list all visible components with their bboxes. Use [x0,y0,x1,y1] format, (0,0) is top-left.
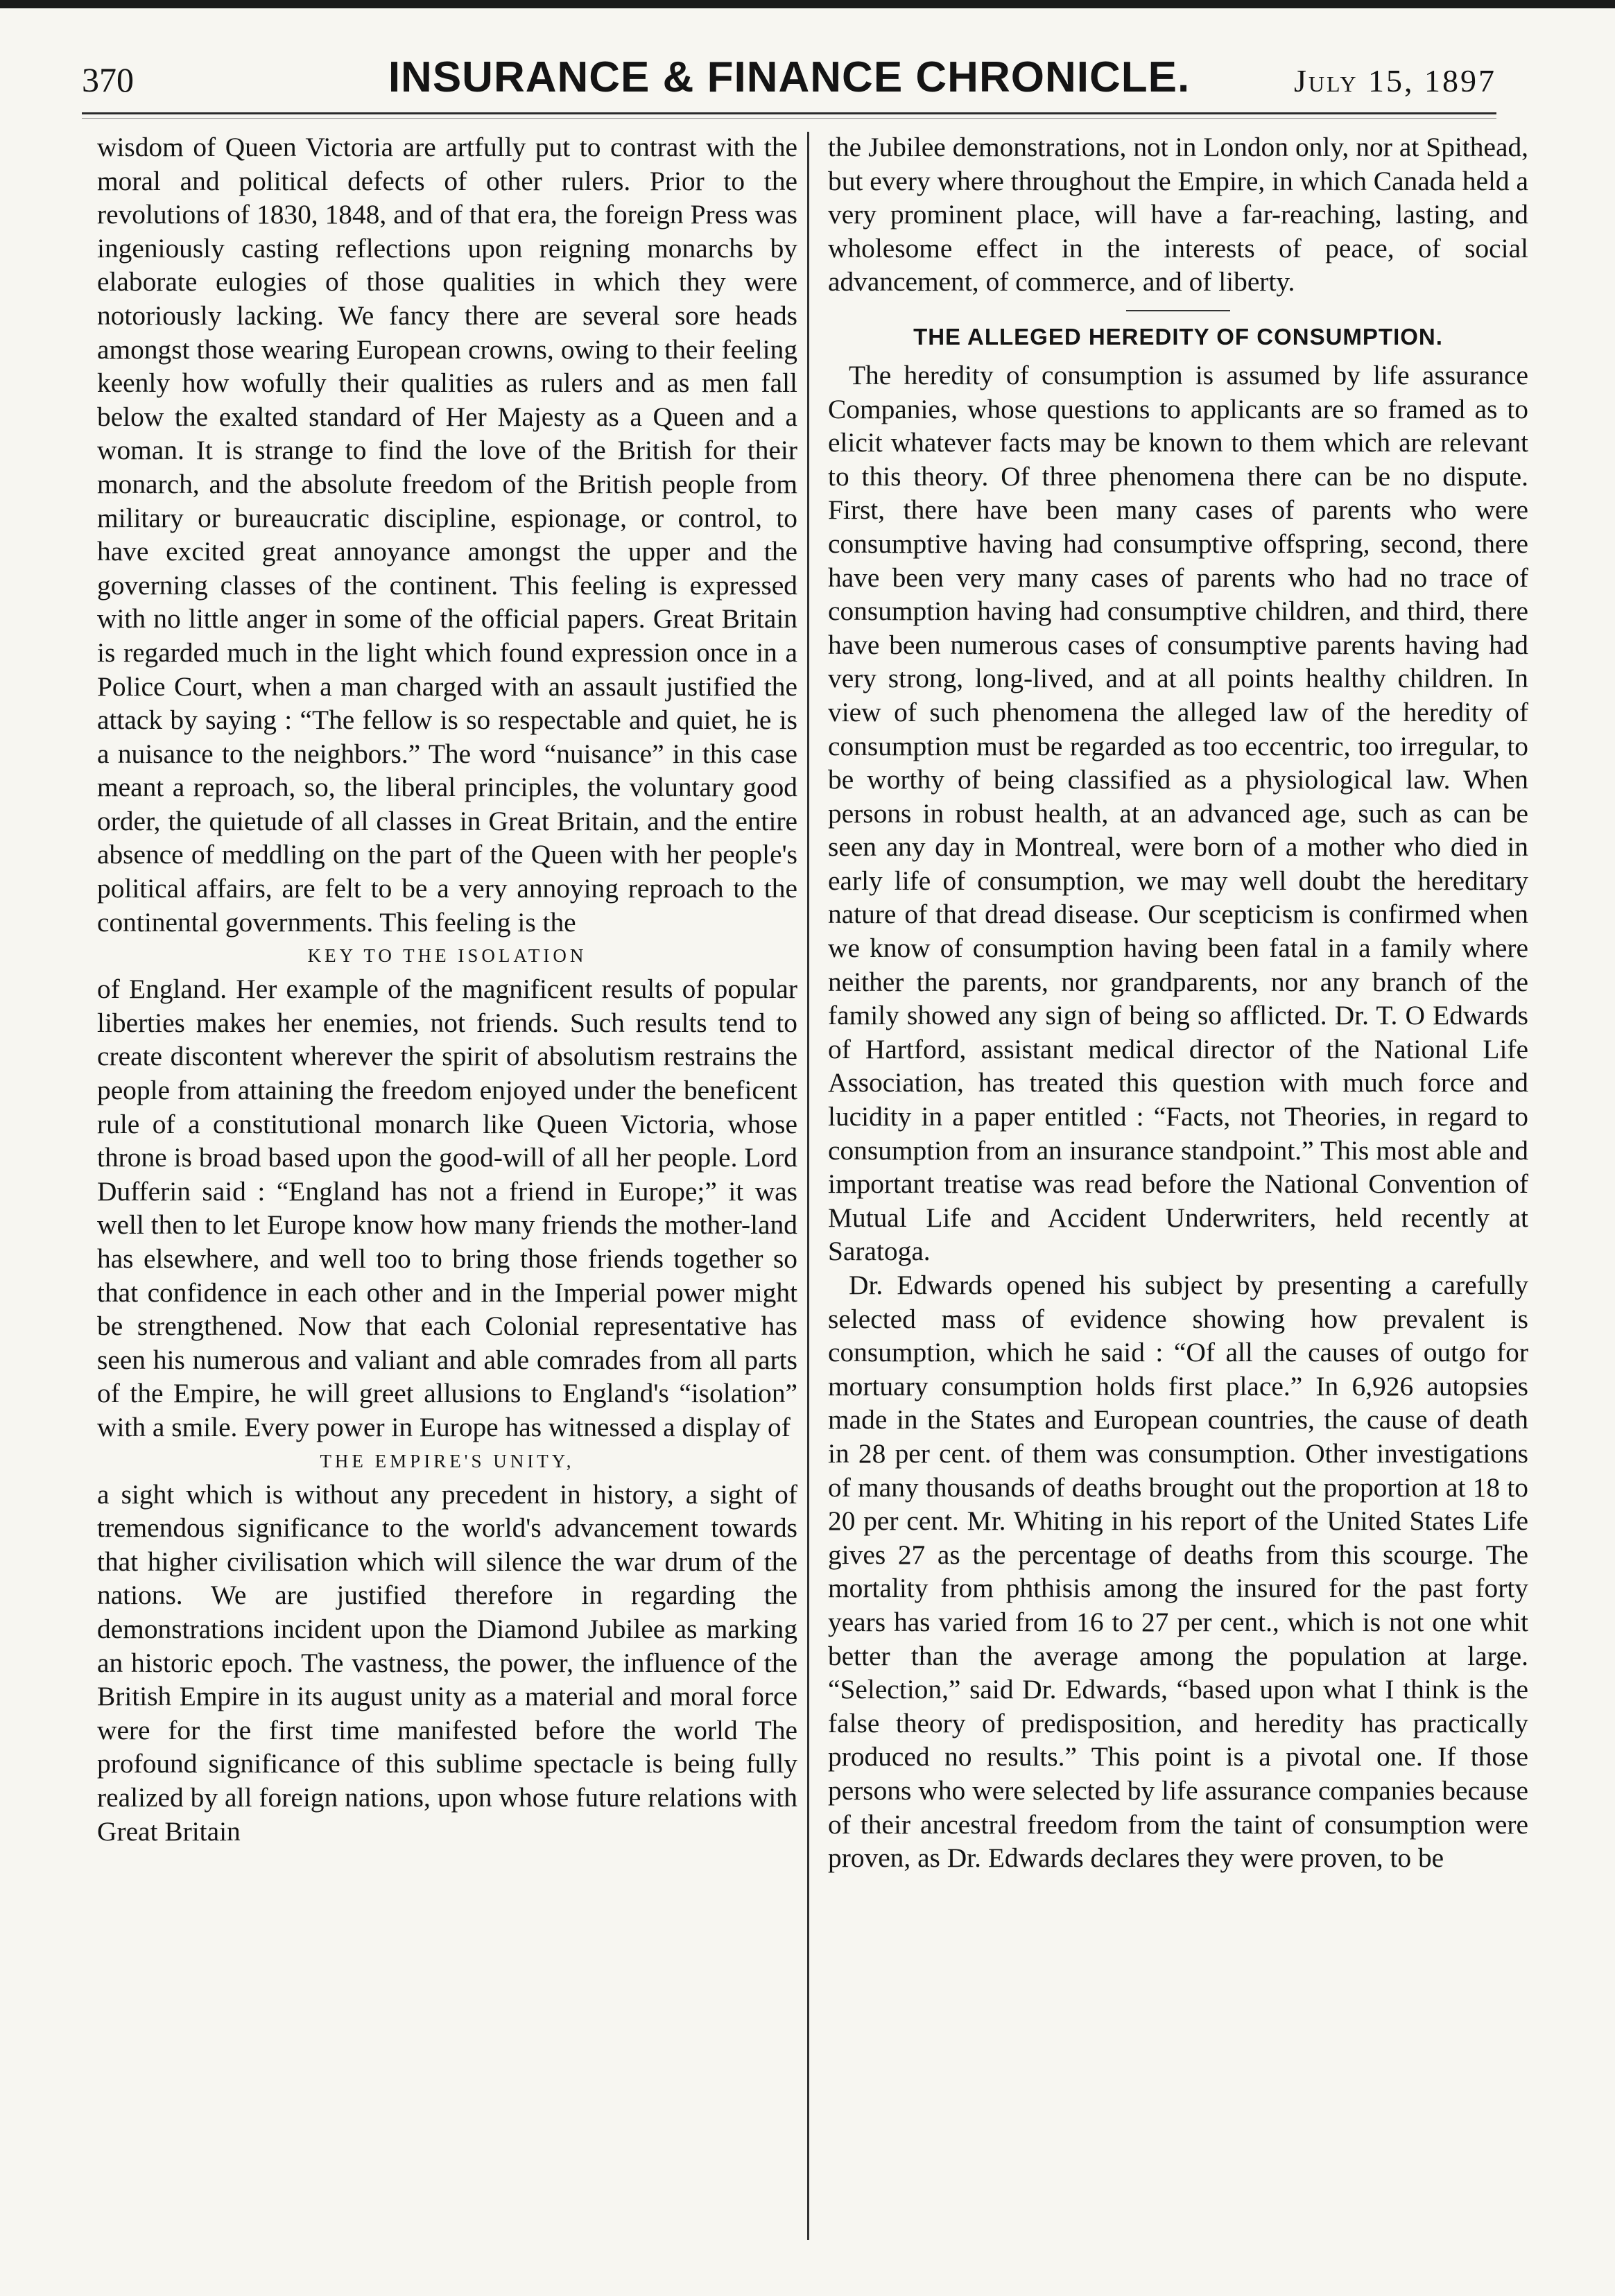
left-paragraph-1: wisdom of Queen Victoria are artfully put to contrast with the moral and political defects of other rulers. Prior to the revolutions of 1830, 1848, and of that era, the foreign Press was ingeniously casting reflections upon reigning monarchs by elaborate eulogies of those qualities in which they were notoriously lacking. We fancy there are several sore heads amongst those wearing European crowns, owing to their feeling keenly how wofully their qualities as rulers and as men fall below the exalted standard of Her Majesty as a Queen and a woman. It is strange to find the love of the British for their monarch, and the absolute freedom of the British people from military or bureaucratic discipline, espionage, or control, to have excited great annoyance amongst the upper and the governing classes of the continent. This feeling is expressed with no little anger in some of the official papers. Great Britain is regarded much in the light which found expression once in a Police Court, when a man charged with an assault justified the attack by saying : “The fellow is so respectable and quiet, he is a nuisance to the neighbors.” The word “nuisance” in this case meant a reproach, so, the liberal principles, the voluntary good order, the quietude of all classes in Great Britain, and the entire absence of meddling on the part of the Queen with her people's political affairs, are felt to be a very annoying reproach to the continental governments. This feeling is the [97,132,797,938]
left-column [97,130,797,1848]
subhead-key-to-isolation: KEY TO THE ISOLATION [307,945,587,967]
left-paragraph-2: of England. Her example of the magnificent results of popular liberties makes her enemies, not friends. Such results tend to create discontent wherever the spirit of absolutism restrains the people from attaining the freedom enjoyed under the beneficent rule of a constitutional monarch like Queen Victoria, whose throne is broad based upon the good-will of all her people. Lord Dufferin said : “England has not a friend in Europe;” it was well then to let Europe know how many friends the mother-land has elsewhere, and well too to bring those friends together so that confidence in each other and in the Imperial power might be strengthened. Now that each Colonial representative has seen his numerous and valiant and able comrades from all parts of the Empire, he will greet allusions to England's “isolation” with a smile. Every power in Europe has witnessed a display of [97,974,797,1442]
left-paragraph-3: a sight which is without any precedent in history, a sight of tremendous significance to the world's advancement towards that higher civilisation which will silence the war drum of the nations. We are justified therefore in regarding the demonstrations incident upon the Diamond Jubilee as marking an historic epoch. The vastness, the power, the influence of the British Empire in its august unity as a material and moral force were for the first time manifested before the world The profound significance of this sublime spectacle is being fully realized by all foreign nations, upon whose future relations with Great Britain [97,1478,797,1847]
column-divider [807,132,809,2240]
right-paragraph-3: Dr. Edwards opened his subject by presenting a carefully selected mass of evidence showing how prevalent is consumption, which he said : “Of all the causes of outgo for mortuary consumption holds first place.” In 6,926 autopsies made in the States and European countries, the cause of death in 28 per cent. of them was consumption. Other investigations of many thousands of deaths brought out the proportion at 18 to 20 per cent. Mr. Whiting in his report of the United States Life gives 27 as the percentage of deaths from this scourge. The mortality from phthisis among the insured for the past forty years has varied from 16 to 27 per cent., which is not one whit better than the average among the population at large. “Selection,” said Dr. Edwards, “based upon what I think is the false theory of predisposition, and heredity has practically produced no results.” This point is a pivotal one. If those persons who were selected by life assurance companies because of their ancestral freedom from the taint of consumption were proven, as Dr. Edwards declares they were proven, to be [828,1270,1528,1874]
subhead-empires-unity: THE EMPIRE'S UNITY, [320,1450,575,1471]
header-rule [82,112,1496,114]
article-title: THE ALLEGED HEREDITY OF CONSUMPTION. [913,323,1443,349]
masthead-title: INSURANCE & FINANCE CHRONICLE. [388,53,1191,101]
top-border [0,0,1615,8]
header-rule-thin [82,118,1496,119]
right-paragraph-1: the Jubilee demonstrations, not in London only, nor at Spithead, but every where throughout the Empire, in which Canada held a very prominent place, will have a far-reaching, lasting, and wholesome effect in the interests of peace, of social advancement, of commerce, and of liberty. [828,132,1528,297]
page-header [82,53,1496,115]
right-paragraph-2: The heredity of consumption is assumed by life assurance Companies, whose questions to applicants are so framed as to elicit whatever facts may be known to them which are relevant to this theory. Of three phenomena there can be no dispute. First, there have been many cases of parents who were consumptive having had consumptive offspring, second, there have been very many cases of parents who had no trace of consumption having had consumptive children, and third, there have been numerous cases of consumptive parents having had very strong, long-lived, and at all points healthy children. In view of such phenomena the alleged law of the heredity of consumption must be regarded as too eccentric, too irregular, to be worthy of being classified as a physiological law. When persons in robust health, at an advanced age, such as can be seen any day in Montreal, were born of a mother who died in early life of consumption, we may well doubt the hereditary nature of that dread disease. Our scepticism is confirmed when we know of consumption having been fatal in a family where neither the parents, nor grandparents, nor any branch of the family showed any sign of being so afflicted. Dr. T. O Edwards of Hartford, assistant medical director of the National Life Association, has treated this question with much force and lucidity in a paper entitled : “Facts, not Theories, in regard to consumption from an insurance standpoint.” This most able and important treatise was read before the National Convention of Mutual Life and Accident Underwriters, held recently at Saratoga. [828,359,1528,1267]
section-rule [1126,310,1230,311]
issue-date: July 15, 1897 [1294,63,1496,98]
right-column [828,130,1528,1875]
page-number: 370 [82,60,134,99]
